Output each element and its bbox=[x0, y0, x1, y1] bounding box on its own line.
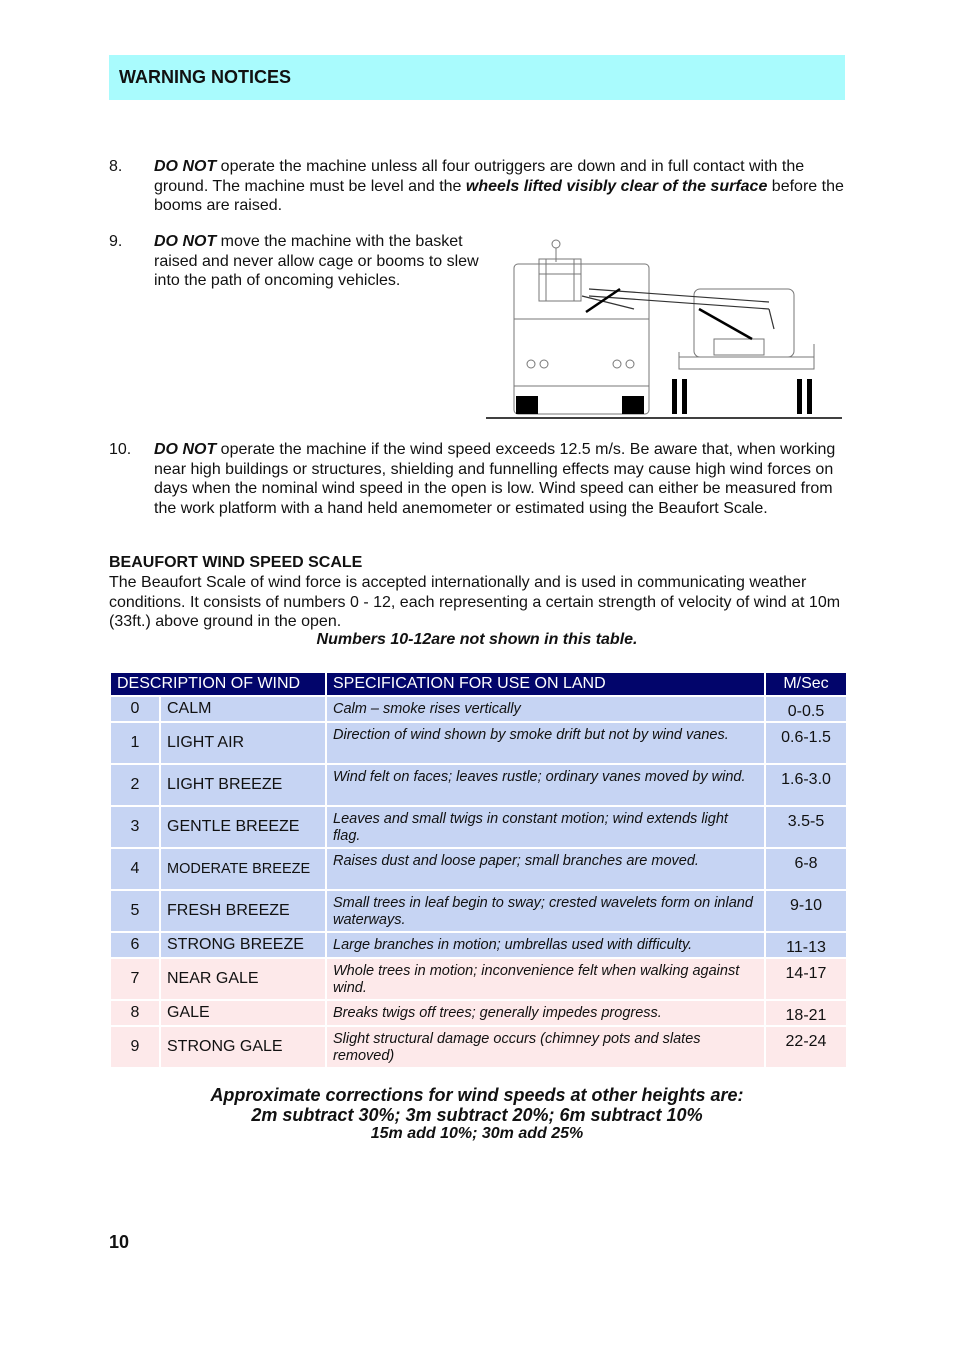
table-row bbox=[110, 764, 847, 806]
wind-description: STRONG BREEZE bbox=[160, 932, 326, 958]
notice-text: operate the machine unless all four outriggers are down and in full contact with the ground. The machine must be level and the bbox=[154, 158, 805, 195]
land-specification: Raises dust and loose paper; small branches are moved. bbox=[326, 848, 765, 890]
land-specification: Large branches in motion; umbrellas used with difficulty. bbox=[326, 932, 765, 958]
land-specification: Leaves and small twigs in constant motion; wind extends light flag. bbox=[326, 806, 765, 848]
land-specification: Whole trees in motion; inconvenience felt when walking against wind. bbox=[326, 958, 765, 1000]
notice-number: 8. bbox=[109, 158, 123, 175]
table-row bbox=[110, 722, 847, 764]
land-specification: Direction of wind shown by smoke drift but not by wind vanes. bbox=[326, 722, 765, 764]
wind-description: LIGHT AIR bbox=[160, 722, 326, 764]
wind-speed: 0.6-1.5 bbox=[765, 722, 847, 764]
table-row bbox=[110, 696, 847, 722]
notice-number: 10. bbox=[109, 441, 132, 458]
notice-lead: DO NOT bbox=[154, 441, 217, 458]
wind-description: STRONG GALE bbox=[160, 1026, 326, 1068]
notice-lead: DO NOT bbox=[154, 233, 217, 250]
column-header-ms: M/Sec bbox=[765, 672, 847, 696]
beaufort-intro: The Beaufort Scale of wind force is accepted internationally and is used in communicating weather conditions. It consists of numbers 0 - 12, each representing a certain strength of velocity of wind at 10m (33ft.) above ground in the open. bbox=[109, 574, 841, 630]
notice-emphasis: wheels lifted visibly clear of the surface bbox=[465, 177, 768, 195]
wind-description: LIGHT BREEZE bbox=[160, 764, 326, 806]
corrections-subtract: 2m subtract 30%; 3m subtract 20%; 6m subtract 10% bbox=[251, 1105, 703, 1125]
notice-text: move the machine with the basket raised and never allow cage or booms to slew into the path of oncoming vehicles. bbox=[154, 233, 479, 289]
column-header-specification: SPECIFICATION FOR USE ON LAND bbox=[326, 672, 765, 696]
force-number: 5 bbox=[110, 890, 160, 932]
wind-speed: 22-24 bbox=[765, 1026, 847, 1068]
wind-speed: 14-17 bbox=[765, 958, 847, 1000]
column-header-description: DESCRIPTION OF WIND bbox=[110, 672, 326, 696]
force-number: 3 bbox=[110, 806, 160, 848]
notice-number: 9. bbox=[109, 233, 123, 250]
wind-speed: 0-0.5 bbox=[765, 696, 847, 722]
beaufort-title: BEAUFORT WIND SPEED SCALE bbox=[109, 554, 363, 571]
wind-description: NEAR GALE bbox=[160, 958, 326, 1000]
notice-text: operate the machine if the wind speed exceeds 12.5 m/s. Be aware that, when working near high buildings or structures, shielding and funnelling effects may cause high wind forces on days when the nominal wind speed in the open is low. Wind speed can either be measured from the work platform with a hand held anemometer or estimated using the Beaufort Scale. bbox=[154, 441, 836, 517]
corrections-add: 15m add 10%; 30m add 25% bbox=[370, 1125, 584, 1142]
beaufort-note: Numbers 10-12are not shown in this table. bbox=[316, 631, 638, 648]
wind-speed: 1.6-3.0 bbox=[765, 764, 847, 806]
height-corrections bbox=[109, 1085, 845, 1143]
land-specification: Breaks twigs off trees; generally impedes progress. bbox=[326, 1000, 765, 1026]
corrections-heading: Approximate corrections for wind speeds at other heights are: bbox=[210, 1085, 744, 1105]
wind-description: MODERATE BREEZE bbox=[160, 848, 326, 890]
notice-lead: DO NOT bbox=[154, 158, 217, 175]
force-number: 0 bbox=[110, 696, 160, 722]
page-number: 10 bbox=[109, 1232, 130, 1252]
wind-description: CALM bbox=[160, 696, 326, 722]
table-row bbox=[110, 932, 847, 958]
section-title: WARNING NOTICES bbox=[119, 67, 292, 87]
machine-illustration bbox=[484, 234, 844, 422]
force-number: 7 bbox=[110, 958, 160, 1000]
table-row bbox=[110, 1000, 847, 1026]
land-specification: Calm – smoke rises vertically bbox=[326, 696, 765, 722]
notice-text-end: before the booms are raised. bbox=[154, 177, 844, 214]
table-row bbox=[110, 806, 847, 848]
force-number: 6 bbox=[110, 932, 160, 958]
table-row bbox=[110, 1026, 847, 1068]
notice-body bbox=[154, 440, 849, 518]
table-header-row bbox=[110, 672, 847, 696]
force-number: 8 bbox=[110, 1000, 160, 1026]
beaufort-table bbox=[109, 671, 848, 1069]
wind-speed: 9-10 bbox=[765, 890, 847, 932]
wind-speed: 18-21 bbox=[765, 1000, 847, 1026]
land-specification: Small trees in leaf begin to sway; crested wavelets form on inland waterways. bbox=[326, 890, 765, 932]
force-number: 2 bbox=[110, 764, 160, 806]
land-specification: Wind felt on faces; leaves rustle; ordinary vanes moved by wind. bbox=[326, 764, 765, 806]
wind-description: GENTLE BREEZE bbox=[160, 806, 326, 848]
wind-speed: 6-8 bbox=[765, 848, 847, 890]
notice-body bbox=[154, 232, 479, 291]
section-header bbox=[109, 55, 845, 100]
force-number: 9 bbox=[110, 1026, 160, 1068]
table-row bbox=[110, 890, 847, 932]
force-number: 4 bbox=[110, 848, 160, 890]
wind-description: FRESH BREEZE bbox=[160, 890, 326, 932]
table-row bbox=[110, 958, 847, 1000]
wind-description: GALE bbox=[160, 1000, 326, 1026]
table-row bbox=[110, 848, 847, 890]
force-number: 1 bbox=[110, 722, 160, 764]
wind-speed: 3.5-5 bbox=[765, 806, 847, 848]
notice-body bbox=[154, 157, 849, 216]
wind-speed: 11-13 bbox=[765, 932, 847, 958]
land-specification: Slight structural damage occurs (chimney pots and slates removed) bbox=[326, 1026, 765, 1068]
